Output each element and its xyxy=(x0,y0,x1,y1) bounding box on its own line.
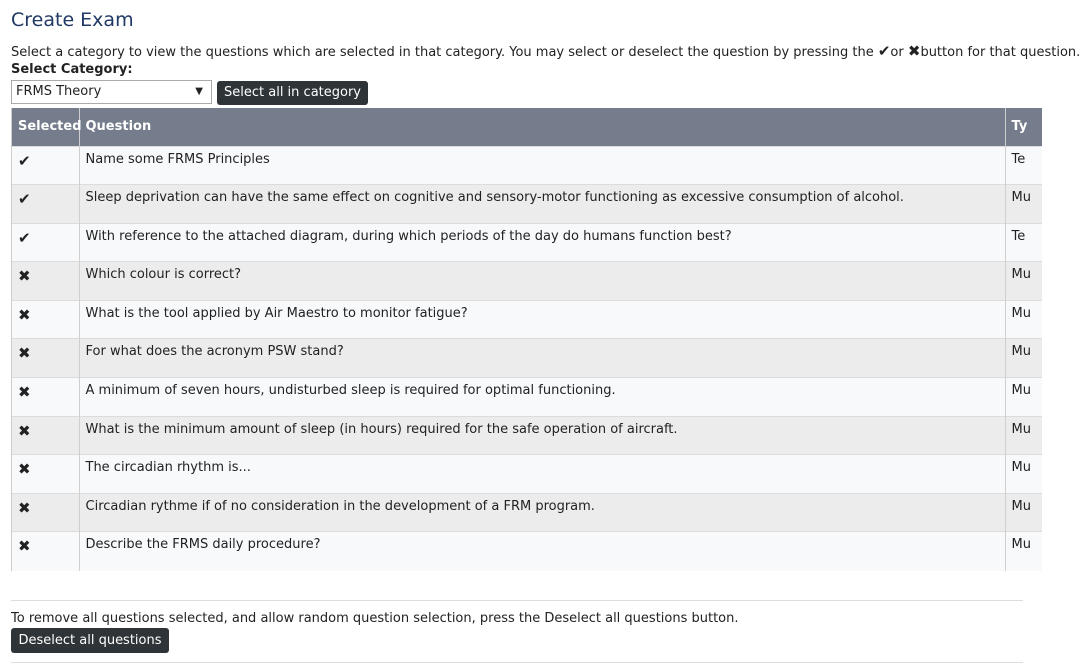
column-header-selected[interactable]: Selected xyxy=(18,119,82,135)
type-cell: Mu xyxy=(1005,262,1042,301)
question-cell: With reference to the attached diagram, during which periods of the day do humans function best? xyxy=(79,223,1005,262)
cross-icon: ✖ xyxy=(907,42,921,60)
selection-toggle-icon[interactable]: ✖ xyxy=(12,532,79,571)
question-cell: Sleep deprivation can have the same effect on cognitive and sensory-motor functioning as excessive consumption of alcohol. xyxy=(79,185,1005,224)
type-cell: Te xyxy=(1005,223,1042,262)
table-row xyxy=(12,378,1042,417)
type-cell: Mu xyxy=(1005,493,1042,532)
selection-toggle-icon[interactable]: ✖ xyxy=(12,300,79,339)
select-all-in-category-button[interactable]: Select all in category xyxy=(217,81,368,105)
type-cell: Mu xyxy=(1005,455,1042,494)
deselect-instructions: To remove all questions selected, and allow random question selection, press the Deselect all questions button. xyxy=(11,611,739,626)
selection-toggle-icon[interactable]: ✔ xyxy=(12,185,79,224)
intro-text-or: or xyxy=(890,45,908,60)
table-row xyxy=(12,493,1042,532)
table-row xyxy=(12,146,1042,185)
question-cell: The circadian rhythm is... xyxy=(79,455,1005,494)
table-row xyxy=(12,223,1042,262)
divider xyxy=(11,662,1023,663)
type-cell: Mu xyxy=(1005,300,1042,339)
selection-toggle-icon[interactable]: ✖ xyxy=(12,416,79,455)
dropdown-caret-icon: ▼ xyxy=(195,86,203,97)
page-title: Create Exam xyxy=(11,9,134,31)
type-cell: Mu xyxy=(1005,378,1042,417)
selection-toggle-icon[interactable]: ✖ xyxy=(12,262,79,301)
question-cell: Circadian rythme if of no consideration in the development of a FRM program. xyxy=(79,493,1005,532)
table-header-row xyxy=(12,108,1042,146)
table-row xyxy=(12,455,1042,494)
questions-table xyxy=(12,108,1042,571)
intro-text-start: Select a category to view the questions which are selected in that category. You may select or deselect the question by pressing the xyxy=(11,45,878,60)
intro-text-end: button for that question. xyxy=(920,45,1080,60)
question-cell: What is the tool applied by Air Maestro to monitor fatigue? xyxy=(79,300,1005,339)
type-cell: Mu xyxy=(1005,339,1042,378)
table-row xyxy=(12,532,1042,571)
questions-table-container xyxy=(11,108,1031,571)
selection-toggle-icon[interactable]: ✖ xyxy=(12,455,79,494)
table-row xyxy=(12,300,1042,339)
question-cell: Name some FRMS Principles xyxy=(79,146,1005,185)
selection-toggle-icon[interactable]: ✖ xyxy=(12,339,79,378)
table-row xyxy=(12,185,1042,224)
column-header-type[interactable]: Ty xyxy=(1005,108,1042,146)
selection-toggle-icon[interactable]: ✔ xyxy=(12,146,79,185)
table-row xyxy=(12,339,1042,378)
category-select-value: FRMS Theory xyxy=(16,84,102,99)
select-category-label: Select Category: xyxy=(11,62,133,77)
type-cell: Mu xyxy=(1005,416,1042,455)
divider xyxy=(11,600,1023,601)
question-cell: For what does the acronym PSW stand? xyxy=(79,339,1005,378)
question-cell: Which colour is correct? xyxy=(79,262,1005,301)
selection-toggle-icon[interactable]: ✖ xyxy=(12,378,79,417)
table-row xyxy=(12,416,1042,455)
intro-text xyxy=(11,42,1080,60)
type-cell: Mu xyxy=(1005,532,1042,571)
selection-toggle-icon[interactable]: ✔ xyxy=(12,223,79,262)
question-cell: Describe the FRMS daily procedure? xyxy=(79,532,1005,571)
column-header-question[interactable]: Question xyxy=(79,108,1005,146)
deselect-all-questions-button[interactable]: Deselect all questions xyxy=(11,628,169,653)
question-cell: A minimum of seven hours, undisturbed sleep is required for optimal functioning. xyxy=(79,378,1005,417)
category-select[interactable] xyxy=(11,80,212,104)
check-icon: ✔ xyxy=(877,42,891,60)
selection-toggle-icon[interactable]: ✖ xyxy=(12,493,79,532)
type-cell: Te xyxy=(1005,146,1042,185)
type-cell: Mu xyxy=(1005,185,1042,224)
table-row xyxy=(12,262,1042,301)
question-cell: What is the minimum amount of sleep (in hours) required for the safe operation of aircraft. xyxy=(79,416,1005,455)
